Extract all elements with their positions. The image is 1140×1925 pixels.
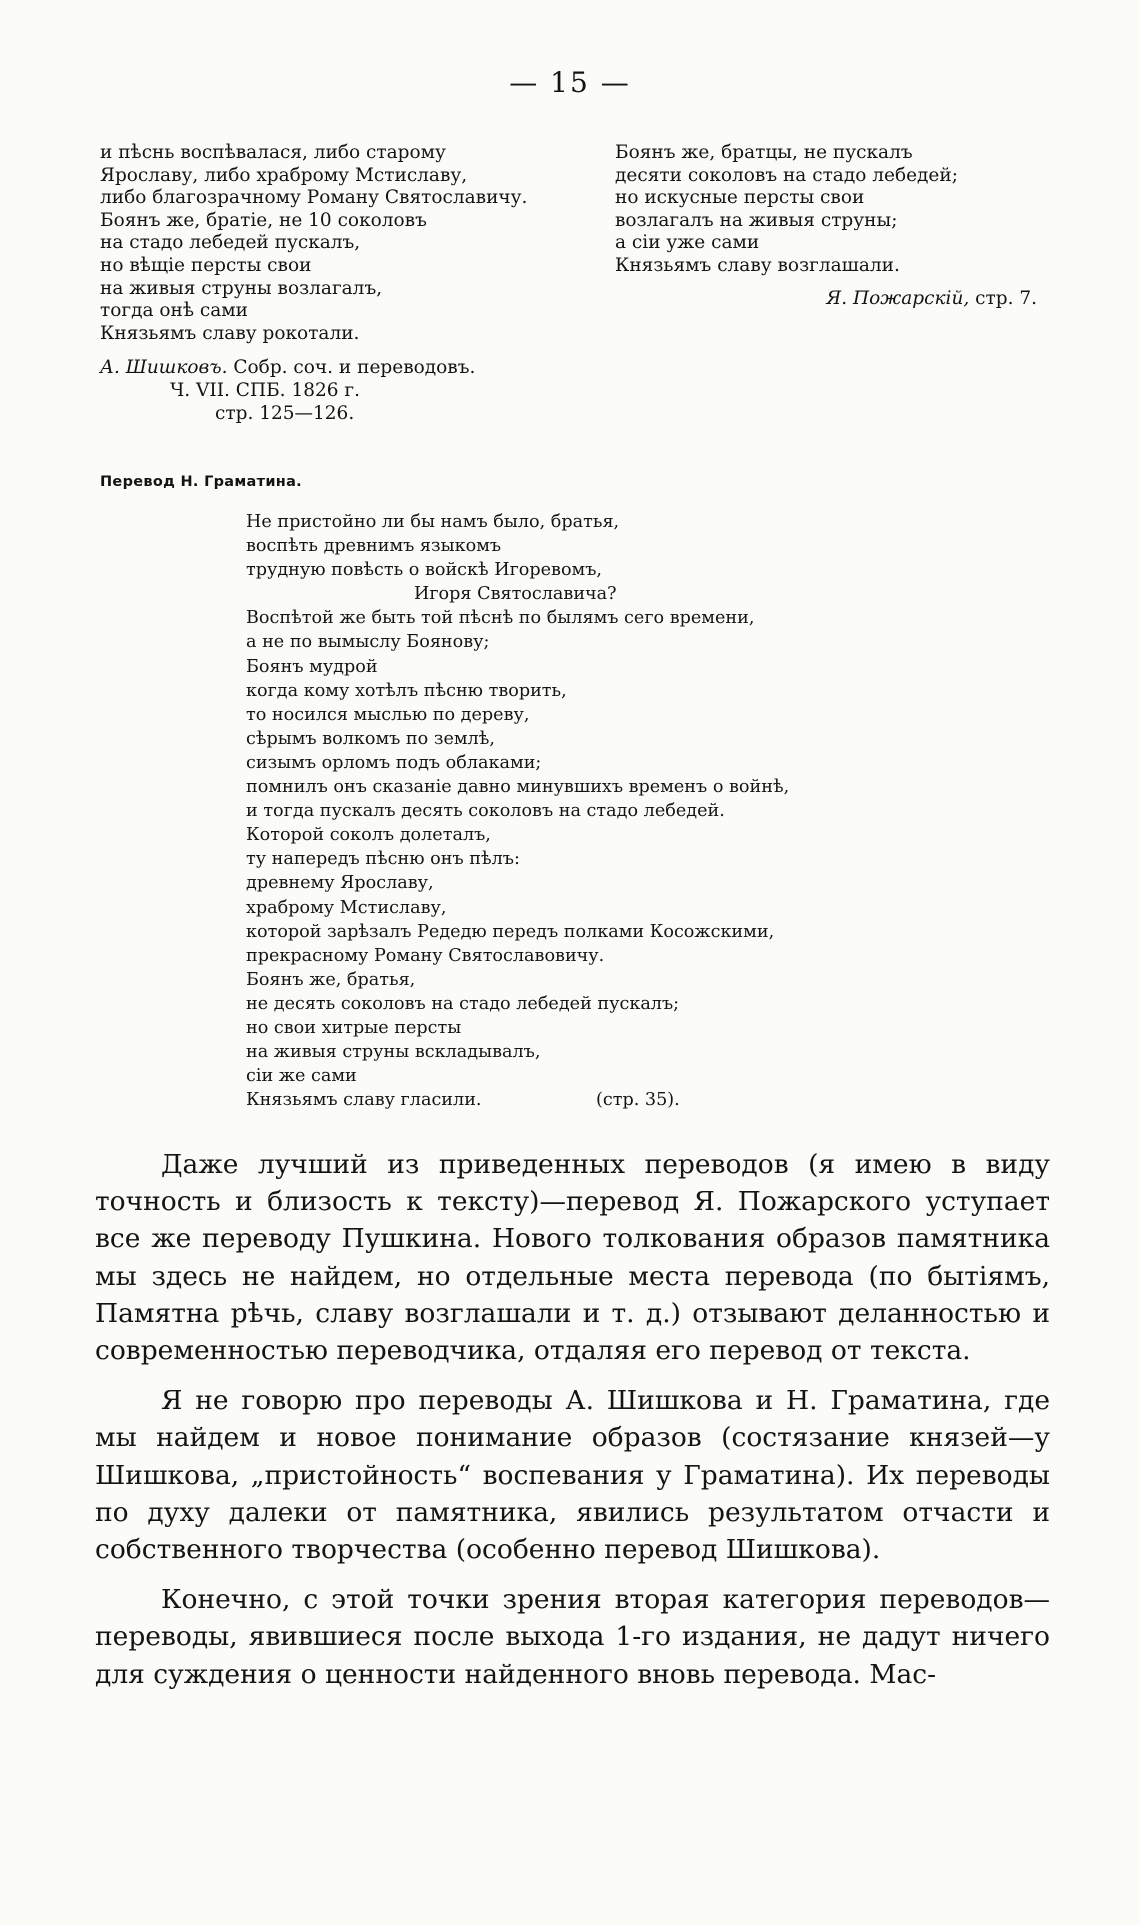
body-text [95,1146,1050,1706]
quote-line: на стадо лебедей пускалъ, [100,232,361,254]
quote-line: Боянъ же, братцы, не пускалъ [615,142,913,163]
quote-line: на живыя струны возлагалъ, [100,277,383,299]
quote-line: а сіи уже сами [615,232,760,254]
poem-last-line [246,1088,896,1112]
attribution-author: Я. Пожарскій, [826,287,970,309]
attribution-author: А. Шишковъ. [100,357,228,379]
poem-line: то носился мыслью по дереву, [246,704,530,725]
poem-line: Которой соколъ долеталъ, [246,825,491,846]
poem-line: Воспѣтой же быть той пѣснѣ по былямъ сего времени, [246,608,755,629]
quote-line: Князьямъ славу возглашали. [615,254,900,276]
poem-line: ту напередъ пѣсню онъ пѣлъ: [246,849,520,870]
poem-line: которой зарѣзалъ Редедю передъ полками Косожскими, [246,921,775,942]
poem-line: сѣрымъ волкомъ по землѣ, [246,728,495,749]
gramatin-poem [246,510,896,1112]
poem-line: и тогда пускалъ десять соколовъ на стадо лебедей. [246,801,725,822]
body-paragraph: Конечно, с этой точки зрения вторая категория переводов—переводы, явившиеся после выхода 1-го издания, не дадут ничего для суждения о ценности найденного вновь перевода. Мас- [95,1584,1050,1690]
body-paragraph: Я не говорю про переводы А. Шишкова и Н. Граматина, где мы найдем и новое понимание образов (состязание князей—у Шишкова, „пристойность“ воспевания у Граматина). Их переводы по духу далеки от памятника, явились результатом отчасти и собственного творчества (особенно перевод Шишкова). [95,1385,1050,1566]
poem-line: храброму Мстиславу, [246,897,447,918]
attribution-source: стр. 7. [975,287,1037,309]
poem-line: Боянъ мудрой [246,656,378,677]
poem-line: когда кому хотѣлъ пѣсню творить, [246,680,567,701]
page-number: — 15 — [509,66,631,99]
quote-line: но искусные персты свои [615,187,865,209]
attribution-pages: стр. 125—126. [215,402,355,424]
body-paragraph: Даже лучший из приведенных переводов (я имею в виду точность и близость к тексту)—перевод Я. Пожарского уступает все же переводу Пушкина. Нового толкования образов памятника мы здесь не найдем, но отдельные места перевода (по бытіямъ, Памятна рѣчь, славу возглашали и т. д.) отзывают деланностью и современностью переводчика, отдаляя его перевод от текста. [95,1149,1050,1367]
quote-line: но вѣщіе персты свои [100,254,312,276]
quote-line: Ярославу, либо храброму Мстиславу, [100,164,468,186]
poem-page-ref: (стр. 35). [596,1090,680,1111]
poem-line: Игоря Святославича? [414,584,617,605]
poem-line: но свои хитрые персты [246,1017,462,1038]
quote-line: либо благозрачному Роману Святославичу. [100,187,528,209]
poem-line: на живыя струны вскладывалъ, [246,1042,541,1063]
quote-line: и пѣснь воспѣвалася, либо старому [100,142,446,163]
quote-line: возлагалъ на живыя струны; [615,209,898,231]
pozharsky-quote [615,142,1045,310]
poem-line: Князьямъ славу гласили. [246,1090,482,1111]
shishkov-attribution [100,357,570,380]
quote-line: десяти соколовъ на стадо лебедей; [615,164,958,186]
poem-line: прекрасному Роману Святославовичу. [246,945,605,966]
attribution-volume: Ч. VII. СПБ. 1826 г. [170,379,360,401]
section-label: Перевод Н. Граматина. [100,474,302,490]
pozharsky-attribution [615,288,1045,311]
poem-line: а не по вымыслу Боянову; [246,632,490,653]
poem-line: помнилъ онъ сказаніе давно минувшихъ временъ о войнѣ, [246,777,790,798]
quote-line: Князьямъ славу рокотали. [100,322,360,344]
poem-line: Не пристойно ли бы намъ было, братья, [246,512,620,532]
attribution-source: Собр. соч. и переводовъ. [233,357,476,379]
poem-line: воспѣть древнимъ языкомъ [246,536,502,557]
poem-line: древнему Ярославу, [246,873,434,894]
quote-line: тогда онѣ сами [100,300,248,322]
shishkov-quote [100,142,570,425]
quote-line: Боянъ же, братіе, не 10 соколовъ [100,209,427,231]
poem-line: сизымъ орломъ подъ облаками; [246,752,542,773]
poem-line: сіи же сами [246,1066,357,1087]
poem-line: Боянъ же, братья, [246,969,416,990]
poem-line: трудную повѣсть о войскѣ Игоревомъ, [246,560,603,581]
poem-line: не десять соколовъ на стадо лебедей пускалъ; [246,993,680,1014]
